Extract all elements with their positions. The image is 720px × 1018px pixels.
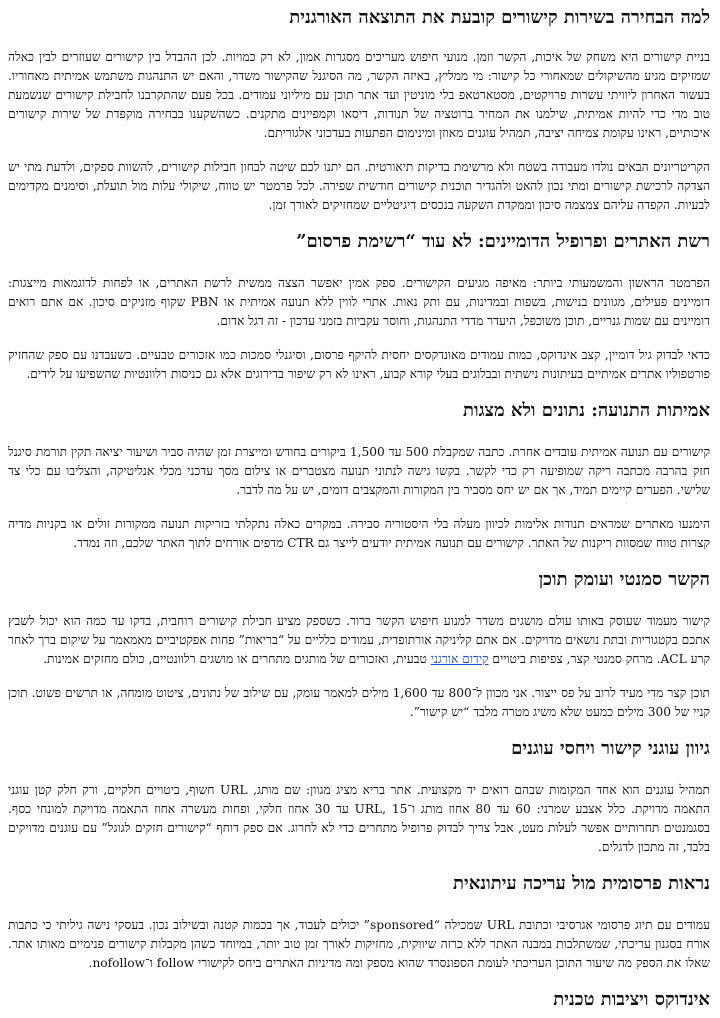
paragraph: הפרמטר הראשון והמשמעותי ביותר: מאיפה מגיעים הקישורים. ספק אמין יאפשר הצצה ממשית לרשת האתרים, או לפחות לדוגמאות מייצגות: דומיינים פעילים, מגוונים בנישות, בשפות ובמדינות, עם ותק נאות. אתרי לווין ללא תנועה אמיתית או PBN שקוף מזניקים סיכון. אם אתם רואים דומיינים עם שמות גנריים, תוכן משוכפל, היעדר מדדי התנהגות, וחוסר עקביות בזמני עדכון - זה דגל אדום. xyxy=(8,276,710,328)
section-heading-indexing: אינדוקס ויציבות טכנית xyxy=(553,989,710,1010)
paragraph: עמודים עם תיוג פרסומי אגרסיבי וכתובת URL שמכילה “sponsored” יכולים לעבוד, אך בכמות קטנה ובשילוב נכון. בעסקי נישה גיליתי כי כתבות אורח בסגנון עריכתי, שמשתלבות במבנה האתר ללא כרזה שיווקית, מחזיקות לאורך זמן טוב יותר, במיוחד כשהן מקבלות קישורים פנימיים מאותו אתר. שאלו את הספק מה שיעור התוכן העריכתי לעומת הספונסרד שהוא מספק ומה מדיניות האתרים ביחס לקישורי follow ו־nofollow. xyxy=(8,918,711,970)
paragraph: הקריטריונים הבאים נולדו מעבודה בשטח ולא מרשימת בדיקות תיאורטית. הם יתנו לכם שיטה לבחון חבילות קישורים, להשוות ספקים, ולדעת מתי יש הצדקה לרכישת קישורים ומתי נכון להאט ולהגדיר תוכנית קישורים חודשית שפירה. לכל פרמטר יש טווח, שיקולי עלות מול תועלת, וסימנים מקדימים לבעיות. הקפדה עליהם צמצמה סיכון וממקדת השקעה בנכסים דיגיטליים שמחזיקים לאורך זמן. xyxy=(8,160,710,212)
section-heading-semantic-context: הקשר סמנטי ועומק תוכן xyxy=(538,569,710,590)
section-heading-anchor-diversity: גיוון עוגני קישור ויחסי עוגנים xyxy=(511,738,710,759)
section-heading-site-network: רשת האתרים ופרופיל הדומיינים: לא עוד “רשימת פרסום” xyxy=(296,231,710,252)
paragraph-text-before-link: קישור מעמוד שעוסק באותו עולם מושגים משדר למנוע חיפוש הקשר ברור. כשספק מציע חבילת קישורים רוחבית, בדקו עד כמה הוא יכול לשבץ אתכם בקטגוריות ובתת נושאים מדויקים. אם אתם קליניקה אורתופדית, עמודים כלליים על “בריאות” פחות אפקטיביים מאמאמר על שיקום ברך לאחר קרע ACL. מרחק סמנטי קצר, צפיפות ביטויים xyxy=(8,614,710,666)
section-heading-traffic: אמיתות התנועה: נתונים ולא מצגות xyxy=(463,400,710,421)
paragraph: בניית קישורים היא משחק של איכות, הקשר וזמן. מנועי חיפוש מעריכים מסגרות אמון, לא רק כמויות. לכן ההבדל בין קישורים שעוזרים לבין כאלה שמזיקים מגיע מהשיקולים שמאחורי כל קישור: מי ממליץ, באיזה הקשר, מה הסיגנל שהקישור משדר, והאם יש התנהגות משתמש אמיתית מאחוריו. בעשור האחרון ליוויתי עשרות פרויקטים, מסטארטאפ בלי מוניטין ועד אתר תוכן עם מיליוני עמודים. בכל פעם שהתקרבנו לחבילת קישורים שנשמעת טוב מדי כדי להיות אמיתית, שילמנו את המחיר ברוטציה של תנודות, דיסאו וקמפיינים מתקנים. כשהשקענו בבחירה מוקפדת של שירות קישורים איכותיים, ראינו עקומת צמיחה יציבה, תמהיל עוגנים מאוזן ומינימום הפתעות בעדכוני אלגוריתם. xyxy=(8,50,710,140)
paragraph: תמהיל עוגנים הוא אחד המקומות שבהם רואים יד מקצועית. אתר בריא מציג מגוון: שם מותג, URL חשוף, ביטויים חלקיים, ורק חלק קטן עוגני התאמה מדויקת. כלל אצבע שמרני: 60 עד 80 אחוז מותג ו־URL, 15 עד 30 אחוז חלקי, ופחות מעשרה אחוז התאמה מדויקת למונחי כסף. בסגמנטים תחרותיים אפשר לעלות מעט, אבל צריך לבדוק פרופיל מתחרים כדי לא לחרוג. אם ספק דוחף “קישורים חזקים לגוגל” עם עוגנים מדויקים בלבד, זה מתכון לדגלים. xyxy=(8,783,710,854)
section-heading-why-choice: למה הבחירה בשירות קישורים קובעת את התוצאה האורגנית xyxy=(289,7,710,28)
paragraph-text-after-link: טבעית, ואזכורים של מותגים מתחרים או מושגים רלוונטיים, כולם מחזקים אמינות. xyxy=(43,652,427,666)
paragraph-with-link xyxy=(8,612,710,669)
paragraph: קישורים עם תנועה אמיתית עובדים אחרת. כתבה שמקבלת 500 עד 1,500 ביקורים בחודש ומייצרת זמן שהיה סביר ושיעור יציאה תקין תורמת סיגנל חזק בהרבה מכתבה ריקה שמופיעה רק כדי לקשר. בקשו גישה לנתוני תנועה מצטברים או צילום מסך עדכני מכלי אנליטיקה, והצליבו עם כלי צד שלישי. הפערים קיימים תמיד, אך אם יש יחס מסביר בין המקורות והמקצבים דומים, יש על מה לדבר. xyxy=(8,445,710,497)
paragraph: כדאי לבדוק גיל דומיין, קצב אינדוקס, כמות עמודים מאונדקסים יחסית להיקף פרסום, וסיגנלי סמכות כמו אזכורים טבעיים. כשעבדנו עם ספק שהחזיק פורטפוליו אתרים אמיתיים בעיתונות נישתית ובבלוגים בעלי קורא קבוע, ראינו לא רק שיפור בדירוגים אלא גם כניסות רלוונטיות שהשפיעו על לידים. xyxy=(8,348,710,381)
paragraph: הימנעו מאתרים שמראים תנודות אלימות לכיוון מעלה בלי היסטוריה סבירה. במקרים כאלה נתקלתי בזריקות תנועה ממקורות זולים או בקניות מדיה קצרות טווח שמסוות ריקנות של האתר. קישורים עם תנועה אמיתית יודעים לייצר גם CTR מדפים אורחים לתוך האתר שלכם, וזה נמדד. xyxy=(8,517,710,550)
section-heading-editorial: נראות פרסומית מול עריכה עיתונאית xyxy=(453,873,710,894)
paragraph: תוכן קצר מדי מעיד לרוב על פס ייצור. אני מכוון ל־800 עד 1,600 מילים למאמר עומק, עם שילוב של נתונים, ציטוט מומחה, או תרשים פשוט. תוכן קניי של 300 מילים כמעט שלא משיג מטרה מלבד “יש קישור”. xyxy=(8,686,710,719)
organic-seo-link[interactable]: קידום אורגני xyxy=(430,652,489,666)
